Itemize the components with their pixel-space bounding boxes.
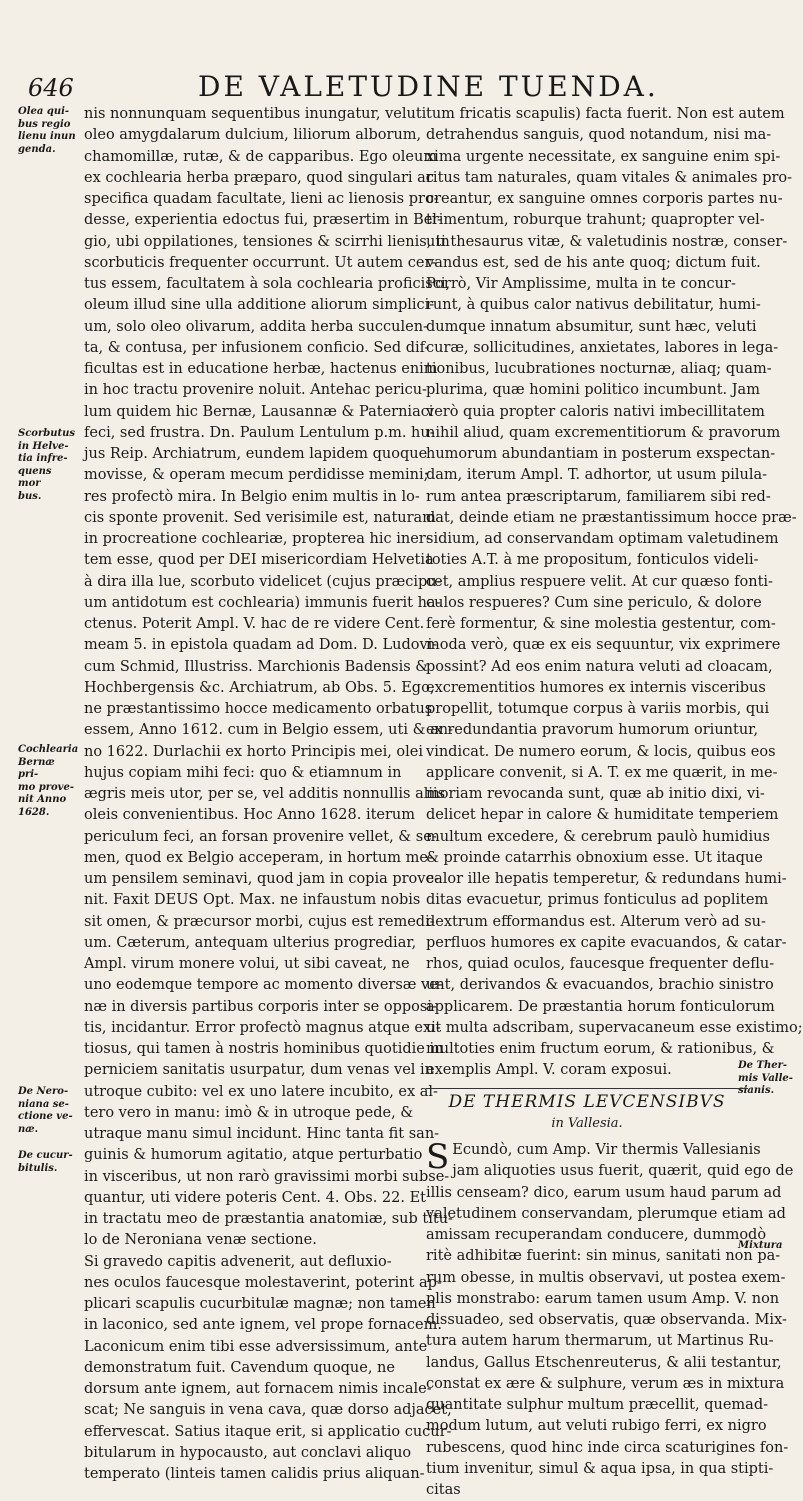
text-line: in visceribus, ut non rarò gravissimi morbi subse- [84, 1168, 450, 1185]
text-line: Laconicum enim tibi esse adversissimum, ante [84, 1338, 428, 1355]
text-line: periculum feci, an forsan provenire vellet, & se- [84, 828, 437, 845]
text-line: ne præstantissimo hocce medicamento orbatus [84, 701, 433, 717]
text-line: perniciem sanitatis usurpatur, dum venas vel in [84, 1062, 434, 1079]
text-line: tiosus, qui tamen à nostris hominibus quotidie in [84, 1041, 444, 1057]
text-line: rhos, quiad oculos, faucesque frequenter deflu- [426, 956, 775, 972]
text-line: Ampl. virum monere volui, ut sibi caveat, ne [84, 956, 410, 972]
text-line: cis sponte provenit. Sed verisimile est, naturam [84, 509, 436, 526]
text-line: ficultas est in educatione herbæ, hactenus enim [84, 361, 438, 377]
text-line: Porrò, Vir Amplissime, multa in te concur- [426, 276, 736, 292]
text-line: guinis & humorum agitatio, atque perturbatio [84, 1147, 423, 1164]
text-line: curæ, sollicitudines, anxietates, labores in lega- [426, 339, 779, 356]
text-line: res profectò mira. In Belgio enim multis in lo- [84, 488, 420, 505]
text-line: tis, incidantur. Error profectò magnus atque exi- [84, 1019, 441, 1036]
text-line: ditas evacuetur, primus fonticulus ad poplitem [426, 892, 769, 909]
text-line: propellit, totumque corpus à variis morbis, qui [426, 701, 770, 717]
text-line: xima urgente necessitate, ex sanguine enim spi- [426, 148, 781, 165]
text-line: nes oculos faucesque molestaverint, poterint ap- [84, 1274, 442, 1291]
text-line: nit. Faxit DEUS Opt. Max. ne infaustum nobis [84, 892, 421, 909]
text-line: in hoc tractu provenire noluit. Antehac pericu- [84, 382, 427, 399]
text-line: ferè formentur, & sine molestia gestentur, com- [426, 616, 776, 632]
right-column-bottom [426, 1137, 794, 1501]
text-line: oleis convenientibus. Hoc Anno 1628. iterum [84, 807, 416, 824]
text-line: Ecundò, cum Amp. Vir thermis Vallesianis [452, 1142, 761, 1158]
text-line: utraque manu simul incidunt. Hinc tanta fit san- [84, 1126, 440, 1142]
text-line: tium invenitur, simul & aqua ipsa, in qua stipti- [426, 1460, 774, 1477]
text-line: nihil aliud, quam excrementitiorum & pravorum [426, 424, 781, 441]
text-line: nis nonnunquam sequentibus inungatur, veluti [84, 106, 427, 122]
text-line: ex cochlearia herba præparo, quod singulari ac [84, 169, 434, 186]
text-line: modum lutum, aut veluti rubigo ferri, ex nigro [426, 1418, 767, 1435]
text-line: jus Reip. Archiatrum, eundem lapidem quoque [84, 446, 428, 462]
text-line: specifica quadam facultate, lieni ac lienosis pro- [84, 191, 439, 207]
section-body [426, 1137, 794, 1501]
sidenote-mixtura: Mixtura [738, 1240, 783, 1251]
sidenote-cochlearia: Cochlearia Bernæ pri- mo prove- nit Anno 1628. [18, 744, 79, 818]
text-line: utroque cubito: vel ex uno latere incubito, ex al- [84, 1083, 438, 1100]
text-line: citas [426, 1482, 461, 1498]
text-line: scat; Ne sanguis in vena cava, quæ dorso adjacet, [84, 1402, 452, 1419]
text-line: meam 5. in epistola quadam ad Dom. D. Ludovi- [84, 637, 438, 654]
text-line: in laconico, sed ante ignem, vel prope fornacem. [84, 1317, 442, 1334]
text-line: dam, iterum Ampl. T. adhortor, ut usum pilula- [426, 467, 768, 484]
text-line: tum fricatis scapulis) facta fuerit. Non est autem [426, 106, 785, 122]
text-line: applicarem. De præstantia horum fonticulorum [426, 998, 775, 1015]
text-line: in tractatu meo de præstantia anatomiæ, sub titu- [84, 1211, 453, 1227]
text-line: lum quidem hic Bernæ, Lausannæ & Paterniaci [84, 403, 434, 420]
text-line: moriam revocanda sunt, quæ ab initio dixi, vi- [426, 786, 765, 802]
text-line: Hochbergensis &c. Archiatrum, ab Obs. 5. Ego, [84, 679, 435, 696]
text-line: oleo amygdalarum dulcium, liliorum alborum, [84, 127, 422, 144]
text-line: feci, sed frustra. Dn. Paulum Lentulum p.m. hu- [84, 424, 435, 441]
text-line: desse, experientia edoctus fui, præsertim in Bel- [84, 212, 442, 229]
text-line: ut multa adscribam, supervacaneum esse existimo; [426, 1019, 803, 1036]
text-line: essem, Anno 1612. cum in Belgio essem, uti & an- [84, 722, 453, 739]
section-title: DE THERMIS LEVCENSIBVS [448, 1091, 726, 1112]
text-line: rubescens, quod hinc inde circa scaturigines fon- [426, 1439, 789, 1456]
text-line: uno eodemque tempore ac momento diversæ ve- [84, 977, 443, 994]
text-line: dextrum efformandus est. Alterum verò ad su- [426, 913, 766, 930]
text-line: scorbuticis frequenter occurrunt. Ut autem cer- [84, 254, 437, 271]
text-line: ægris meis utor, per se, vel additis nonnullis aliis [84, 786, 446, 802]
text-line: sidium, ad conservandam optimam valetudinem [426, 531, 779, 547]
text-line: excrementitios humores ex internis visceribus [426, 679, 766, 696]
text-line: hujus copiam mihi feci: quo & etiamnum in [84, 764, 402, 781]
text-line: toties A.T. à me propositum, fonticulos videli- [426, 552, 759, 569]
text-line: verò quia propter caloris nativi imbecillitatem [426, 403, 765, 420]
text-line: runt, à quibus calor nativus debilitatur, humi- [426, 297, 761, 314]
text-line: dorsum ante ignem, aut fornacem nimis incale- [84, 1381, 432, 1397]
text-line: multoties enim fructum eorum, & rationibus, & [426, 1041, 775, 1057]
text-line: rum antea præscriptarum, familiarem sibi red- [426, 488, 771, 505]
sidenote-scorbutus: Scorbutus in Helve- tia infre- quens mor bus. [18, 428, 76, 502]
text-line: no 1622. Durlachii ex horto Principis mei, olei [84, 743, 424, 760]
text-line: oleum illud sine ulla additione aliorum simplici- [84, 297, 435, 314]
text-line: cet, amplius respuere velit. At cur quæso fonti- [426, 573, 773, 590]
text-line: ritè adhibitæ fuerint: sin minus, sanitati non pa- [426, 1248, 781, 1265]
text-line: temperato (linteis tamen calidis prius aliquan- [84, 1466, 425, 1482]
text-line: amissam recuperandam conducere, dummodò [426, 1227, 767, 1243]
text-line: lo de Neroniana venæ sectione. [84, 1232, 317, 1249]
text-line: plurima, quæ homini politico incumbunt. Jam [426, 382, 760, 399]
text-line: tionibus, lucubrationes nocturnæ, aliaq; quam- [426, 361, 772, 377]
text-line: ctenus. Poterit Ampl. V. hac de re videre Cent. [84, 616, 425, 632]
text-line: uti thesaurus vitæ, & valetudinis nostræ, conser- [426, 233, 788, 250]
text-line: demonstratum fuit. Cavendum quoque, ne [84, 1359, 395, 1376]
section-subtitle: in Vallesia. [551, 1115, 623, 1131]
left-column [84, 104, 453, 1485]
section-rule [426, 1088, 748, 1089]
text-line: gio, ubi oppilationes, tensiones & scirrhi lienis, in [84, 233, 450, 250]
text-line: applicare convenit, si A. T. ex me quærit, in me- [426, 764, 778, 781]
text-line: ta, & contusa, per infusionem conficio. Sed dif- [84, 339, 430, 356]
text-line: tura autem harum thermarum, ut Martinus Ru- [426, 1333, 774, 1350]
text-line: valetudinem conservandam, plerumque etiam ad [426, 1205, 786, 1222]
text-line: multum excedere, & cerebrum paulò humidius [426, 828, 770, 845]
text-line: men, quod ex Belgio acceperam, in hortum me- [84, 849, 433, 866]
text-line: quantur, uti videre poteris Cent. 4. Obs. 22. Et [84, 1189, 427, 1206]
text-line: delicet hepar in calore & humiditate temperiem [426, 807, 779, 824]
text-line: effervescat. Satius itaque erit, si applicatio cucur- [84, 1423, 452, 1440]
text-line: dat, deinde etiam ne præstantissimum hocce præ- [426, 509, 797, 526]
text-line: tero vero in manu: imò & in utroque pede, & [84, 1104, 414, 1121]
text-line: dissuadeo, sed observatis, quæ observanda. Mix- [426, 1312, 787, 1328]
text-line: vandus est, sed de his ante quoq; dictum fuit. [426, 254, 761, 271]
dropcap: S [426, 1137, 450, 1177]
text-line: cum Schmid, Illustriss. Marchionis Badensis & [84, 658, 429, 675]
text-line: à dira illa lue, scorbuto videlicet (cujus præcipu- [84, 573, 442, 590]
text-line: um. Cæterum, antequam ulterius progrediar, [84, 934, 417, 951]
sidenote-neroniana: De Nero- niana se- ctione ve- næ. [18, 1086, 73, 1135]
running-head: DE VALETUDINE TUENDA. [198, 70, 659, 103]
text-line: vindicat. De numero eorum, & locis, quibus eos [426, 743, 776, 760]
text-line: ex redundantia pravorum humorum oriuntur, [426, 722, 759, 739]
text-line: tem esse, quod per DEI misericordiam Helvetia [84, 552, 434, 569]
text-line: in procreatione cochleariæ, propterea hic iner- [84, 531, 431, 547]
text-line: næ in diversis partibus corporis inter se opposi- [84, 998, 437, 1015]
text-line: dumque innatum absumitur, sunt hæc, veluti [426, 318, 757, 335]
text-line: movisse, & operam mecum perdidisse memini; [84, 467, 429, 484]
text-line: humorum abundantiam in posterum exspectan- [426, 446, 776, 462]
text-line: tus essem, facultatem à sola cochlearia proficisci, [84, 276, 451, 292]
text-line: unt, derivandos & evacuandos, brachio sinistro [426, 977, 774, 994]
sidenote-thermis: De Ther- mis Valle- sianis. [738, 1060, 793, 1096]
text-line: plis monstrabo: earum tamen usum Amp. V. non [426, 1290, 780, 1307]
text-line: plicari scapulis cucurbitulæ magnæ; non tamen [84, 1296, 436, 1312]
text-line: landus, Gallus Etschenreuterus, & alii testantur, [426, 1354, 782, 1371]
text-line: rum obesse, in multis observavi, ut postea exem- [426, 1269, 786, 1286]
text-line: creantur, ex sanguine omnes corporis partes nu- [426, 191, 783, 207]
text-line: chamomillæ, rutæ, & de capparibus. Ego oleum [84, 148, 438, 165]
text-line: illis censeam? dico, earum usum haud parum ad [426, 1184, 782, 1201]
text-line: calor ille hepatis temperetur, & redundans humi- [426, 871, 787, 887]
text-line: um antidotum est cochlearia) immunis fuerit ha- [84, 594, 441, 611]
text-line: & proinde catarrhis obnoxium esse. Ut itaque [426, 849, 763, 866]
text-line: possint? Ad eos enim natura veluti ad cloacam, [426, 658, 773, 675]
text-line: Si gravedo capitis advenerit, aut defluxio- [84, 1253, 392, 1270]
text-line: bitularum in hypocausto, aut conclavi aliquo [84, 1444, 412, 1461]
text-line: sit omen, & præcursor morbi, cujus est remedi- [84, 913, 435, 930]
text-line: um, solo oleo olivarum, addita herba succulen- [84, 318, 428, 335]
text-line: trimentum, roburque trahunt; quapropter vel- [426, 212, 765, 229]
text-line: constat ex ære & sulphure, verum æs in mixtura [426, 1375, 785, 1392]
text-line: quantitate sulphur multum præcellit, quemad- [426, 1397, 769, 1413]
sidenote-olea: Olea qui- bus regio lienu inun genda. [18, 106, 76, 155]
text-line: exemplis Ampl. V. coram exposui. [426, 1062, 672, 1079]
page-number: 646 [28, 74, 74, 102]
text-line: um pensilem seminavi, quod jam in copia prove- [84, 871, 439, 887]
text-line: detrahendus sanguis, quod notandum, nisi ma- [426, 127, 772, 144]
text-line: ritus tam naturales, quam vitales & animales pro- [426, 169, 793, 186]
text-line: jam aliquoties usus fuerit, quærit, quid ego de [452, 1163, 794, 1180]
sidenote-cucurbitulis: De cucur- bitulis. [18, 1150, 73, 1174]
text-line: perfluos humores ex capite evacuandos, & catar- [426, 934, 787, 951]
text-line: culos respueres? Cum sine periculo, & dolore [426, 594, 762, 611]
text-line: moda verò, quæ ex eis sequuntur, vix exprimere [426, 637, 781, 654]
